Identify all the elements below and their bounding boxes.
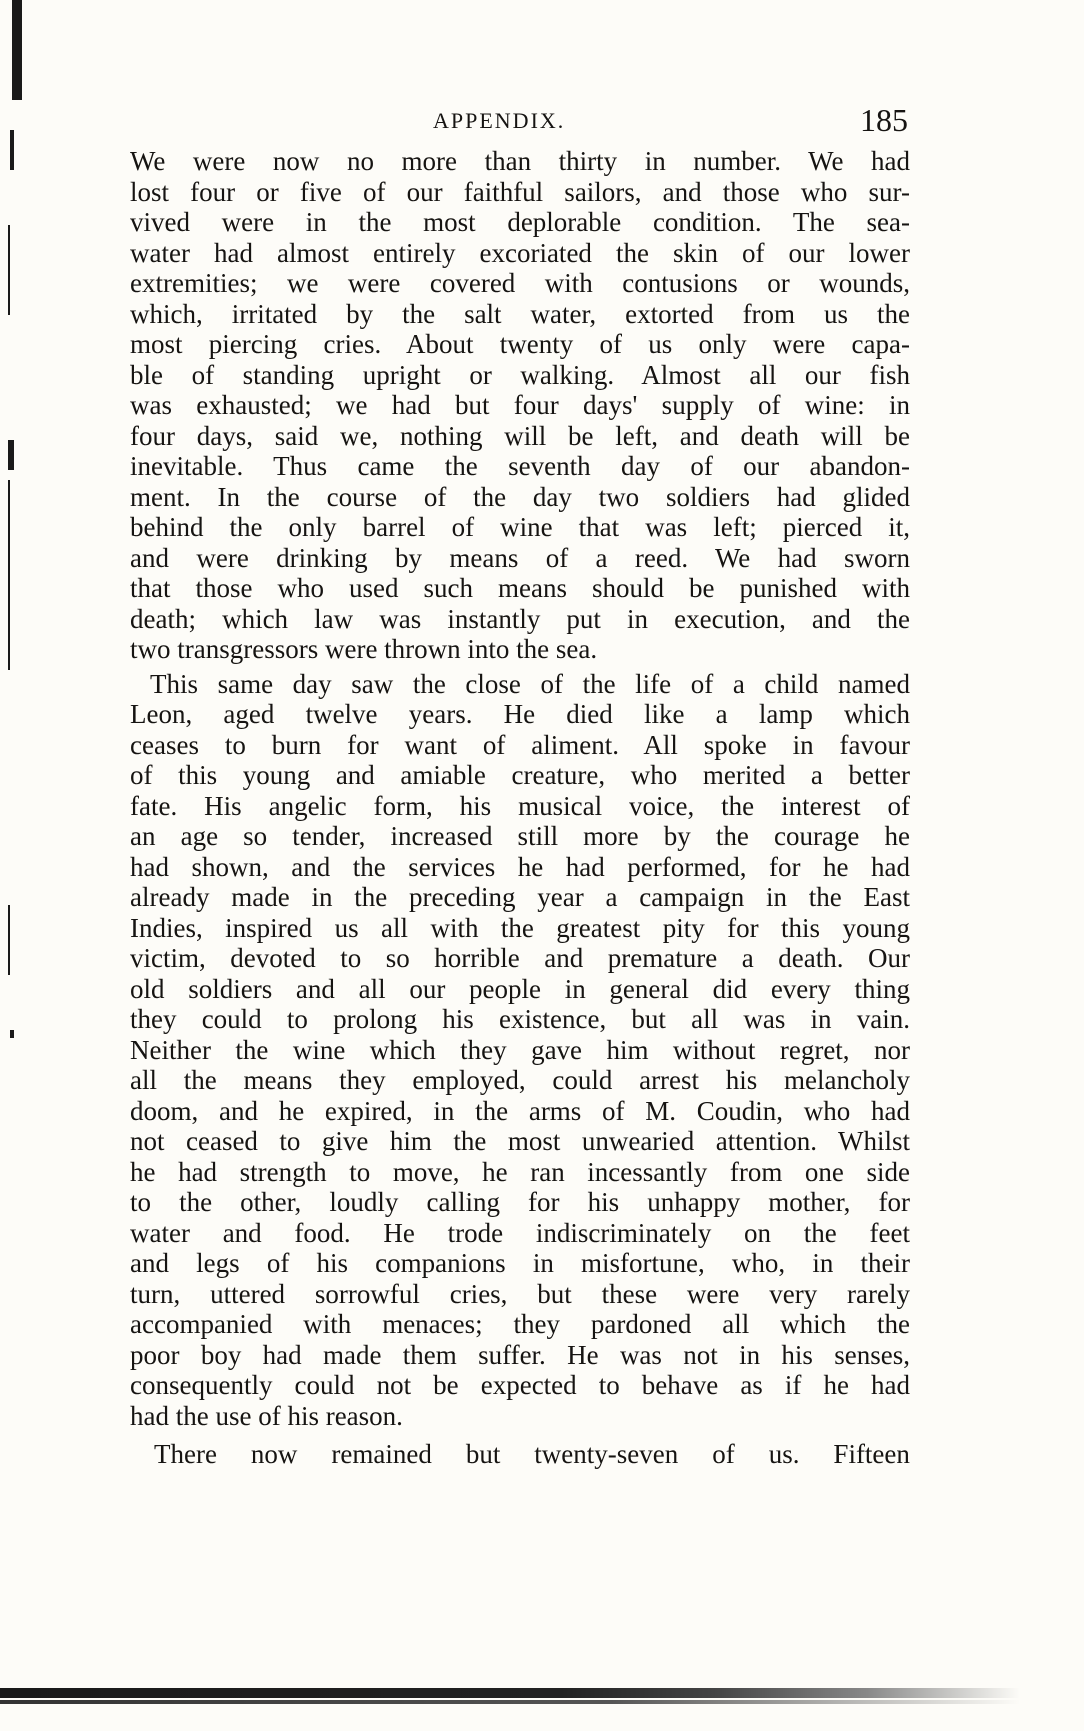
text-line: Neither the wine which they gave him without regret, nor: [130, 1034, 910, 1065]
text-line: accompanied with menaces; they pardoned all which the: [130, 1309, 910, 1339]
scan-edge-mark: [8, 225, 10, 315]
text-line: death; which law was instantly put in execution, and the: [130, 603, 910, 634]
text-line: This same day saw the close of the life of a child named: [150, 668, 910, 699]
word: but: [465, 1439, 501, 1469]
scan-edge-mark: [10, 130, 14, 170]
scan-edge-mark: [8, 480, 10, 670]
text-line: not ceased to give him the most unwearied attention. Whilst: [130, 1126, 910, 1156]
text-line: We were now no more than thirty in number. We had: [130, 146, 910, 176]
text-line: water had almost entirely excoriated the skin of our lower: [130, 237, 910, 268]
text-line: consequently could not be expected to behave as if he had: [130, 1370, 910, 1400]
bottom-rule-shadow: [0, 1700, 1020, 1704]
text-line: poor boy had made them suffer. He was not in his senses,: [130, 1339, 910, 1370]
scan-edge-mark: [8, 905, 10, 975]
text-line: extremities; we were covered with contusions or wounds,: [130, 268, 910, 298]
text-line: which, irritated by the salt water, extorted from us the: [130, 298, 910, 329]
text-line: and legs of his companions in misfortune, who, in their: [130, 1248, 910, 1278]
text-line: that those who used such means should be punished with: [130, 573, 910, 603]
text-line: lost four or five of our faithful sailors, and those who sur-: [130, 176, 910, 207]
word: of: [712, 1439, 735, 1469]
text-line: inevitable. Thus came the seventh day of our abandon-: [130, 451, 910, 481]
text-line: ble of standing upright or walking. Almost all our fish: [130, 359, 910, 390]
text-line: Indies, inspired us all with the greatest pity for this young: [130, 912, 910, 943]
text-line: they could to prolong his existence, but all was in vain.: [130, 1004, 910, 1034]
text-line: most piercing cries. About twenty of us only were capa-: [130, 329, 910, 359]
text-line: he had strength to move, he ran incessantly from one side: [130, 1156, 910, 1187]
text-line: old soldiers and all our people in general did every thing: [130, 973, 910, 1004]
scan-edge-mark: [8, 440, 14, 470]
text-line: had shown, and the services he had performed, for he had: [130, 851, 910, 882]
text-line: ment. In the course of the day two soldiers had glided: [130, 481, 910, 512]
scan-edge-mark: [10, 1030, 14, 1038]
word: twenty-seven: [534, 1439, 679, 1469]
text-line: Leon, aged twelve years. He died like a lamp which: [130, 699, 910, 729]
text-line: victim, devoted to so horrible and premature a death. Our: [130, 943, 910, 973]
body-text: [130, 146, 910, 1471]
word: now: [250, 1439, 298, 1469]
text-line: was exhausted; we had but four days' supply of wine: in: [130, 390, 910, 420]
text-line: four days, said we, nothing will be left, and death will be: [130, 420, 910, 451]
text-line: ceases to burn for want of aliment. All spoke in favour: [130, 729, 910, 760]
word: us.: [768, 1439, 800, 1469]
bottom-rule: [0, 1688, 1020, 1698]
text-line: all the means they employed, could arrest his melancholy: [130, 1065, 910, 1095]
word: There: [154, 1439, 217, 1469]
text-line: vived were in the most deplorable condition. The sea-: [130, 207, 910, 237]
paragraph-2: [130, 669, 910, 1432]
text-line: and were drinking by means of a reed. We had sworn: [130, 542, 910, 573]
text-line: two transgressors were thrown into the sea.: [130, 634, 598, 664]
text-line: behind the only barrel of wine that was left; pierced it,: [130, 512, 910, 542]
paragraph-1: [130, 146, 910, 665]
running-head: APPENDIX.: [433, 108, 566, 133]
text-line: fate. His angelic form, his musical voice, the interest of: [130, 790, 910, 821]
page-header: [128, 102, 908, 146]
text-line: had the use of his reason.: [130, 1400, 403, 1431]
text-line: turn, uttered sorrowful cries, but these were very rarely: [130, 1278, 910, 1309]
final-line: [130, 1437, 910, 1471]
word: remained: [331, 1439, 432, 1469]
text-line: already made in the preceding year a campaign in the East: [130, 882, 910, 912]
text-line: an age so tender, increased still more by the courage he: [130, 821, 910, 851]
text-line: water and food. He trode indiscriminately on the feet: [130, 1217, 910, 1248]
text-line: to the other, loudly calling for his unhappy mother, for: [130, 1187, 910, 1217]
text-line: of this young and amiable creature, who merited a better: [130, 760, 910, 790]
text-line: doom, and he expired, in the arms of M. Coudin, who had: [130, 1095, 910, 1126]
scan-edge-mark: [12, 0, 22, 100]
word: Fifteen: [833, 1439, 910, 1469]
page-number: 185: [860, 102, 908, 138]
